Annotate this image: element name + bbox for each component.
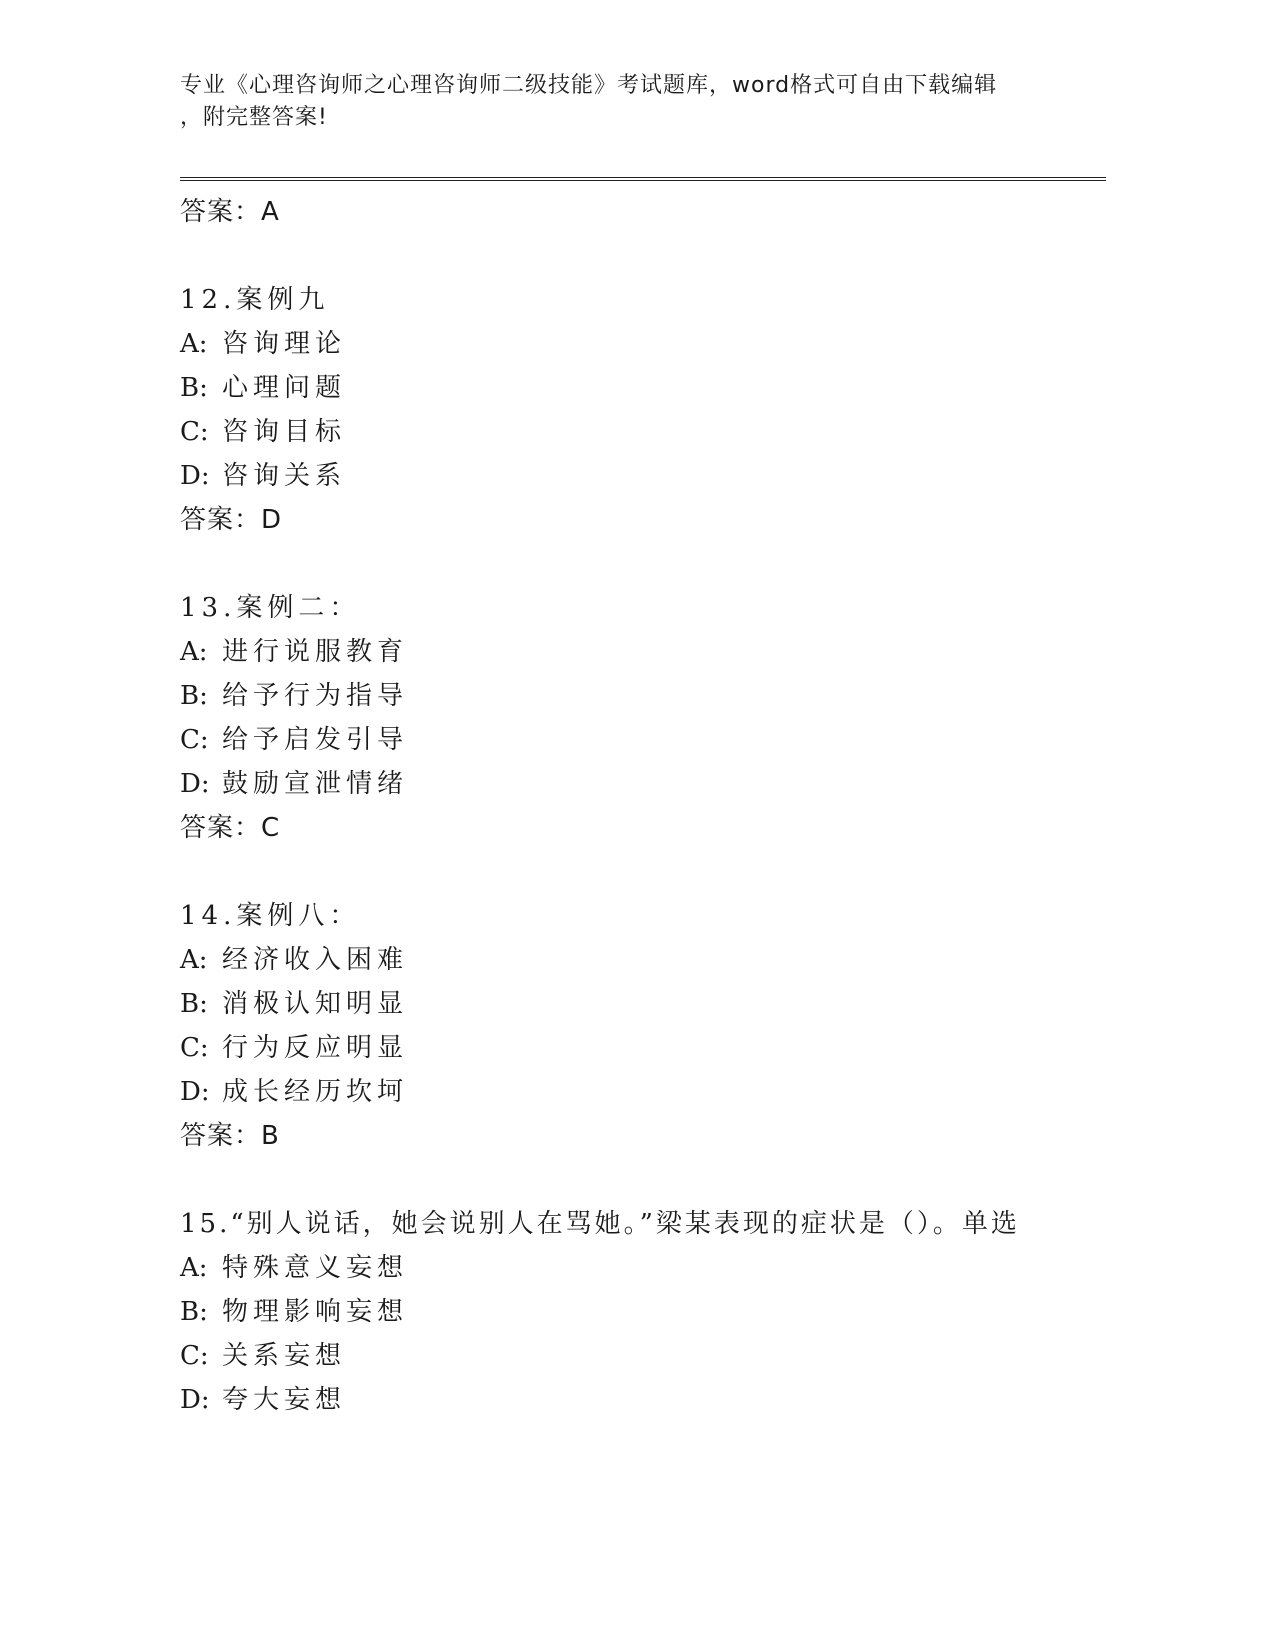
option-b <box>180 1290 1080 1334</box>
option-c <box>180 718 1080 762</box>
option-letter: B: <box>180 373 208 403</box>
question-title: 12.案例九 <box>180 285 330 315</box>
option-text: 成长经历坎坷 <box>222 1077 409 1107</box>
header-divider <box>180 177 1106 181</box>
option-d <box>180 454 1080 498</box>
option-b <box>180 674 1080 718</box>
option-letter: C: <box>180 1033 209 1063</box>
option-text: 行为反应明显 <box>222 1033 409 1063</box>
option-letter: A: <box>180 945 208 975</box>
question-title: 15.“别人说话，她会说别人在骂她。”梁某表现的症状是（）。单选 <box>180 1209 1020 1239</box>
option-letter: B: <box>180 681 208 711</box>
option-a <box>180 938 1080 982</box>
option-d <box>180 1378 1080 1422</box>
answer-line: 答案：C <box>180 813 281 843</box>
option-text: 给予启发引导 <box>222 725 409 755</box>
option-text: 咨询理论 <box>222 329 347 359</box>
header-line-2: ，附完整答案! <box>180 105 328 130</box>
option-letter: A: <box>180 329 208 359</box>
option-text: 咨询关系 <box>222 461 347 491</box>
option-letter: A: <box>180 1253 208 1283</box>
option-letter: B: <box>180 1297 208 1327</box>
option-letter: C: <box>180 1341 209 1371</box>
option-letter: D: <box>180 1385 210 1415</box>
option-text: 消极认知明显 <box>222 989 409 1019</box>
option-text: 经济收入困难 <box>222 945 409 975</box>
option-d <box>180 762 1080 806</box>
option-letter: D: <box>180 461 210 491</box>
answer-line: 答案：D <box>180 505 283 535</box>
option-letter: A: <box>180 637 208 667</box>
option-text: 物理影响妄想 <box>222 1297 409 1327</box>
option-letter: D: <box>180 769 210 799</box>
option-b <box>180 982 1080 1026</box>
question-title: 13.案例二： <box>180 593 361 623</box>
option-text: 夸大妄想 <box>222 1385 347 1415</box>
option-text: 心理问题 <box>222 373 347 403</box>
option-text: 特殊意义妄想 <box>222 1253 409 1283</box>
option-letter: B: <box>180 989 208 1019</box>
question-title: 14.案例八： <box>180 901 361 931</box>
option-d <box>180 1070 1080 1114</box>
document-header <box>180 70 1060 134</box>
option-letter: C: <box>180 417 209 447</box>
option-letter: C: <box>180 725 209 755</box>
option-c <box>180 1026 1080 1070</box>
spacer <box>180 850 1080 894</box>
spacer <box>180 542 1080 586</box>
answer-line: 答案：B <box>180 1121 280 1151</box>
header-line-1: 专业《心理咨询师之心理咨询师二级技能》考试题库，word格式可自由下载编辑 <box>180 73 998 98</box>
option-c <box>180 410 1080 454</box>
option-letter: D: <box>180 1077 210 1107</box>
option-a <box>180 1246 1080 1290</box>
option-text: 咨询目标 <box>222 417 347 447</box>
option-text: 鼓励宣泄情绪 <box>222 769 409 799</box>
spacer <box>180 234 1080 278</box>
spacer <box>180 1158 1080 1202</box>
option-text: 关系妄想 <box>222 1341 347 1371</box>
question-list <box>180 190 1080 1422</box>
answer-line: 答案：A <box>180 197 280 227</box>
option-text: 进行说服教育 <box>222 637 409 667</box>
option-text: 给予行为指导 <box>222 681 409 711</box>
option-a <box>180 322 1080 366</box>
option-a <box>180 630 1080 674</box>
option-c <box>180 1334 1080 1378</box>
option-b <box>180 366 1080 410</box>
